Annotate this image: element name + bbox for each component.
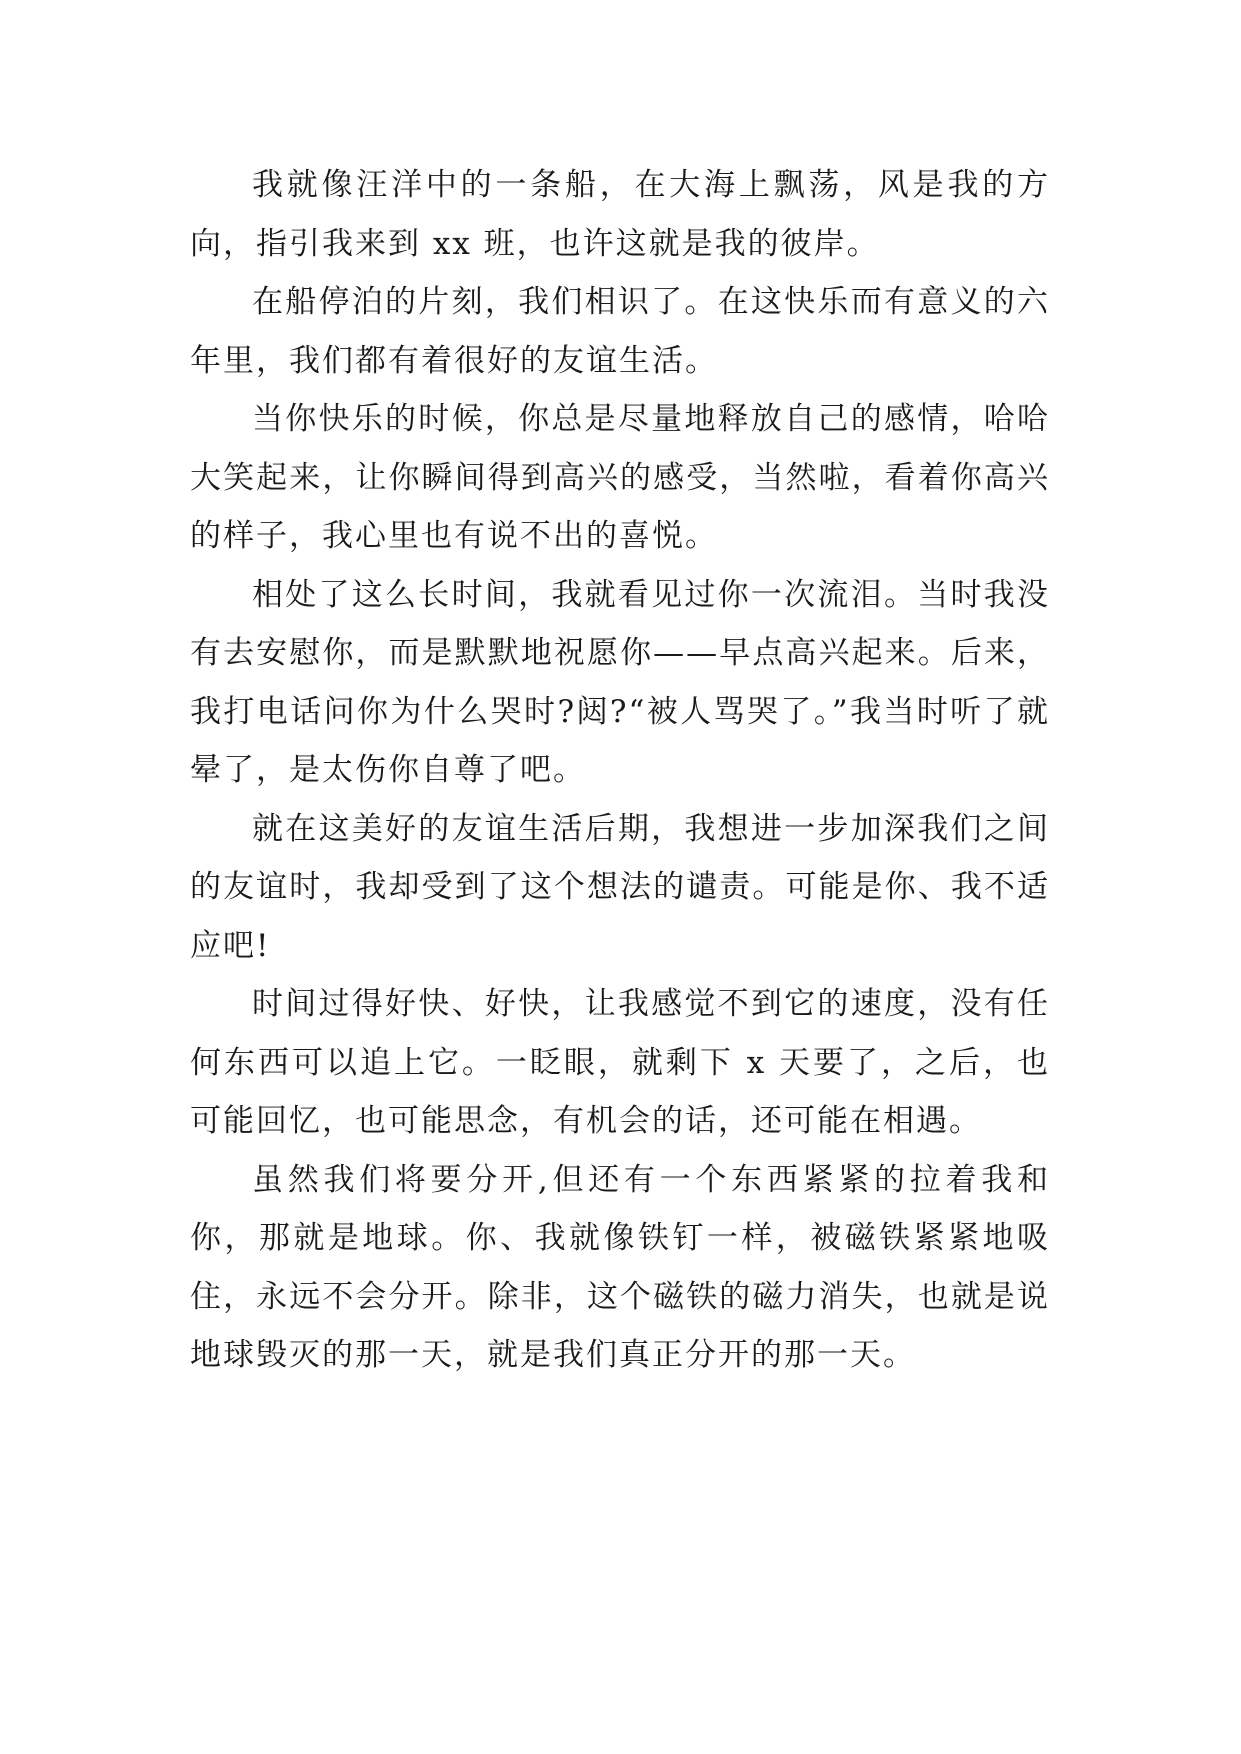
paragraph-4: 相处了这么长时间，我就看见过你一次流泪。当时我没有去安慰你，而是默默地祝愿你——早点高兴起来。后来，我打电话问你为什么哭时?闼?“被人骂哭了。”我当时听了就晕了，是太伤你自尊了吧。 [190,576,1050,788]
paragraph-3: 当你快乐的时候，你总是尽量地释放自己的感情，哈哈大笑起来，让你瞬间得到高兴的感受，当然啦，看着你高兴的样子，我心里也有说不出的喜悦。 [190,401,1050,554]
paragraph-2: 在船停泊的片刻，我们相识了。在这快乐而有意义的六年里，我们都有着很好的友谊生活。 [190,284,1050,379]
document-body [190,156,1050,1385]
paragraph-6: 时间过得好快、好快，让我感觉不到它的速度，没有任何东西可以追上它。一眨眼，就剩下 x 天要了，之后，也可能回忆，也可能思念，有机会的话，还可能在相遇。 [190,986,1050,1139]
paragraph-5: 就在这美好的友谊生活后期，我想进一步加深我们之间的友谊时，我却受到了这个想法的谴责。可能是你、我不适应吧! [190,810,1050,964]
paragraph-7: 虽然我们将要分开,但还有一个东西紧紧的拉着我和你，那就是地球。你、我就像铁钉一样，被磁铁紧紧地吸住，永远不会分开。除非，这个磁铁的磁力消失，也就是说地球毁灭的那一天，就是我们真正分开的那一天。 [190,1161,1050,1373]
paragraph-1: 我就像汪洋中的一条船，在大海上飘荡，风是我的方向，指引我来到 xx 班，也许这就是我的彼岸。 [190,167,1050,262]
